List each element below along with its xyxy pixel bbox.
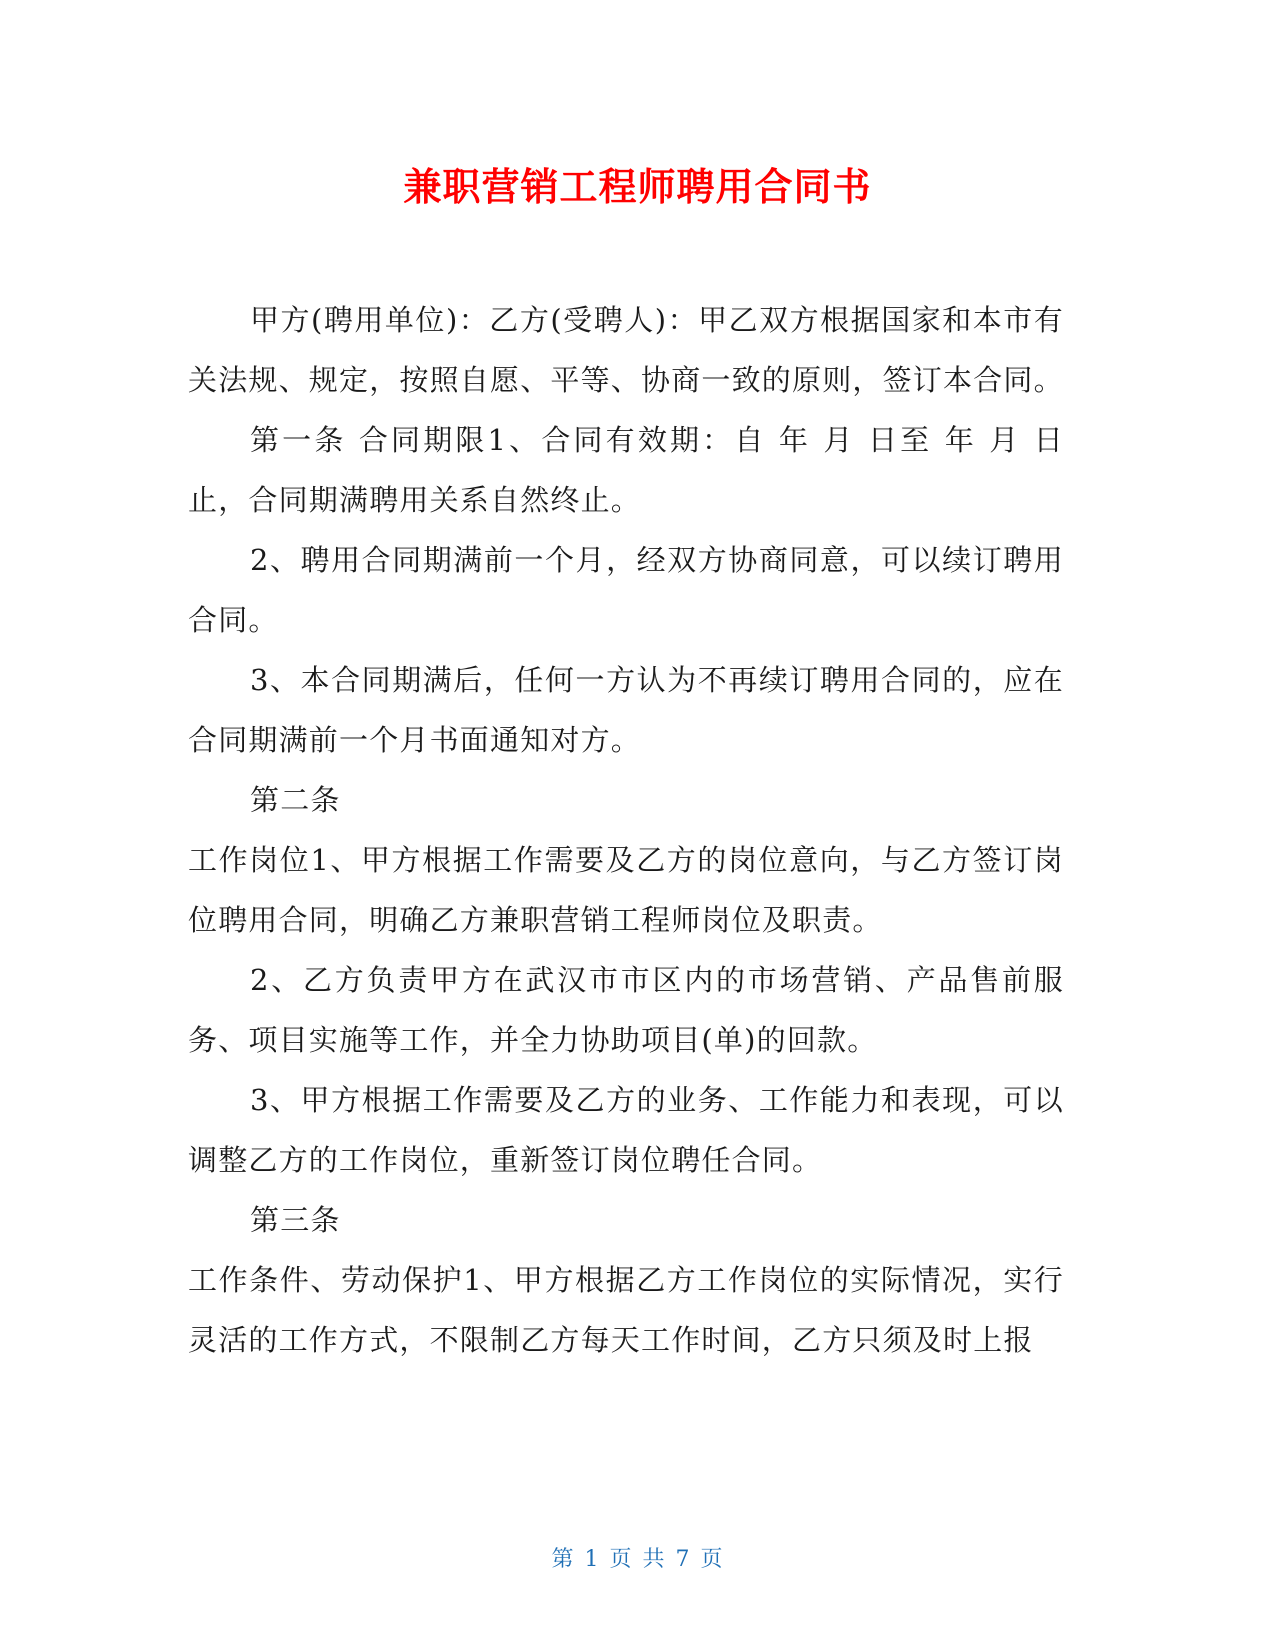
footer-page-label: 第	[551, 1547, 575, 1572]
paragraph-intro: 甲方(聘用单位)：乙方(受聘人)：甲乙双方根据国家和本市有关法规、规定，按照自愿、平等、协商一致的原则，签订本合同。	[188, 303, 1064, 397]
heading-article-2: 第二条	[250, 783, 341, 817]
document-body	[188, 290, 1064, 1370]
footer-total-unit: 页	[700, 1547, 724, 1572]
footer-total-label: 共	[642, 1547, 666, 1572]
page-footer	[0, 1542, 1275, 1573]
footer-current-page: 1	[584, 1547, 600, 1572]
paragraph-article-1-item-2: 2、聘用合同期满前一个月，经双方协商同意，可以续订聘用合同。	[188, 543, 1064, 637]
footer-page-unit: 页	[609, 1547, 633, 1572]
paragraph-article-1: 第一条 合同期限1、合同有效期：自 年 月 日至 年 月 日止，合同期满聘用关系自然终止。	[188, 423, 1064, 517]
paragraph-article-3-item-1: 工作条件、劳动保护1、甲方根据乙方工作岗位的实际情况，实行灵活的工作方式，不限制乙方每天工作时间，乙方只须及时上报	[188, 1263, 1064, 1357]
paragraph-article-2-item-3: 3、甲方根据工作需要及乙方的业务、工作能力和表现，可以调整乙方的工作岗位，重新签订岗位聘任合同。	[188, 1083, 1064, 1177]
footer-total-pages: 7	[675, 1547, 691, 1572]
paragraph-article-1-item-3: 3、本合同期满后，任何一方认为不再续订聘用合同的，应在合同期满前一个月书面通知对方。	[188, 663, 1064, 757]
paragraph-article-2-item-2: 2、乙方负责甲方在武汉市市区内的市场营销、产品售前服务、项目实施等工作，并全力协助项目(单)的回款。	[188, 963, 1064, 1057]
heading-article-3: 第三条	[250, 1203, 341, 1237]
document-title: 兼职营销工程师聘用合同书	[403, 165, 872, 209]
paragraph-article-2-item-1: 工作岗位1、甲方根据工作需要及乙方的岗位意向，与乙方签订岗位聘用合同，明确乙方兼职营销工程师岗位及职责。	[188, 843, 1064, 937]
